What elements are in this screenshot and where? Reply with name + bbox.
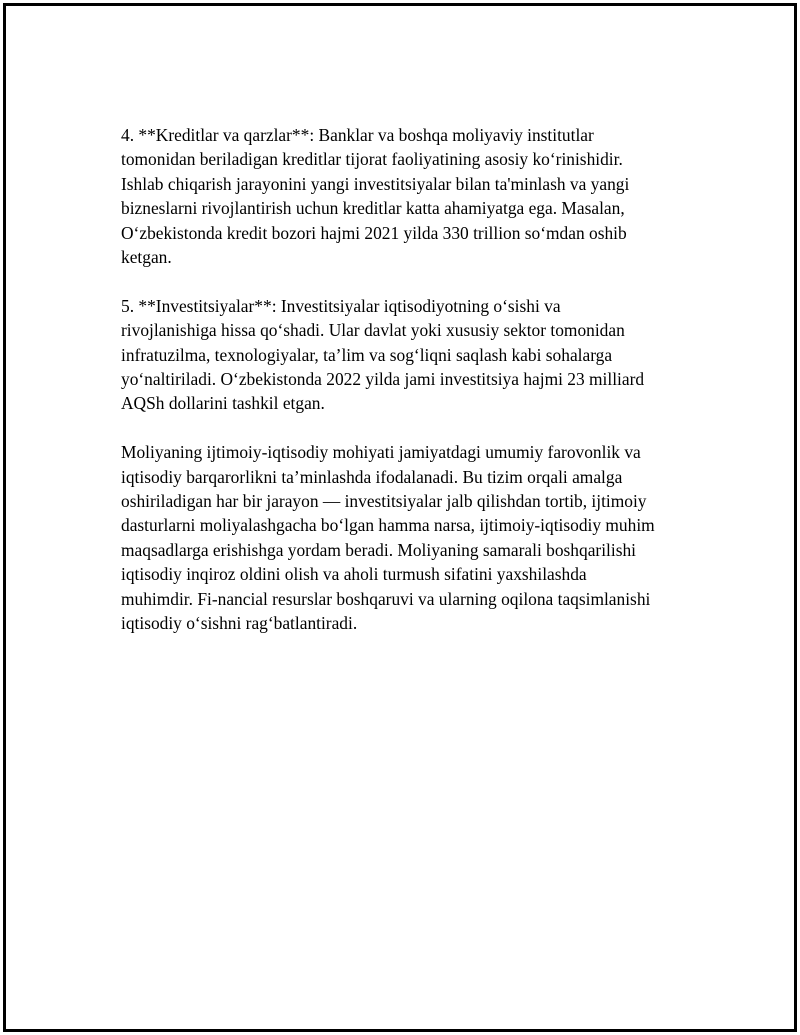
text-line: rivojlanishiga hissa qo‘shadi. Ular davlat yoki xususiy sektor tomonidan [121, 320, 625, 341]
document-page [3, 3, 797, 1032]
text-line: maqsadlarga erishishga yordam beradi. Moliyaning samarali boshqarilishi [121, 539, 636, 560]
text-line: iqtisodiy inqiroz oldini olish va aholi turmush sifatini yaxshilashda [121, 564, 587, 585]
text-line: tomonidan beriladigan kreditlar tijorat faoliyatining asosiy ko‘rinishidir. [121, 149, 623, 170]
text-line: O‘zbekistonda kredit bozori hajmi 2021 yilda 330 trillion so‘mdan oshib [121, 222, 627, 243]
text-line: yo‘naltiriladi. O‘zbekistonda 2022 yilda jami investitsiya hajmi 23 milliard [121, 369, 645, 390]
document-body [121, 123, 701, 660]
paragraph-credits-and-loans [121, 123, 701, 269]
paragraph-investments [121, 294, 701, 416]
text-line: infratuzilma, texnologiyalar, ta’lim va sog‘liqni saqlash kabi sohalarga [121, 344, 613, 365]
text-line: iqtisodiy barqarorlikni ta’minlashda ifodalanadi. Bu tizim orqali amalga [121, 466, 623, 487]
text-line: 4. **Kreditlar va qarzlar**: Banklar va boshqa moliyaviy institutlar [121, 125, 594, 145]
text-line: ketgan. [121, 247, 172, 268]
text-line: dasturlarni moliyalashgacha bo‘lgan hamma narsa, ijtimoiy-iqtisodiy muhim [121, 515, 655, 536]
text-line: AQSh dollarini tashkil etgan. [121, 393, 325, 414]
text-line: muhimdir. Fi-nancial resurslar boshqaruvi va ularning oqilona taqsimlanishi [121, 588, 651, 609]
text-line: iqtisodiy o‘sishni rag‘batlantiradi. [121, 613, 358, 634]
paragraph-socio-economic-essence [121, 440, 701, 635]
text-line: Moliyaning ijtimoiy-iqtisodiy mohiyati jamiyatdagi umumiy farovonlik va [121, 442, 641, 463]
text-line: Ishlab chiqarish jarayonini yangi investitsiyalar bilan ta'minlash va yangi [121, 173, 630, 194]
text-line: oshiriladigan har bir jarayon — investitsiyalar jalb qilishdan tortib, ijtimoiy [121, 491, 647, 512]
text-line: bizneslarni rivojlantirish uchun kreditlar katta ahamiyatga ega. Masalan, [121, 198, 625, 219]
text-line: 5. **Investitsiyalar**: Investitsiyalar iqtisodiyotning o‘sishi va [121, 295, 561, 316]
